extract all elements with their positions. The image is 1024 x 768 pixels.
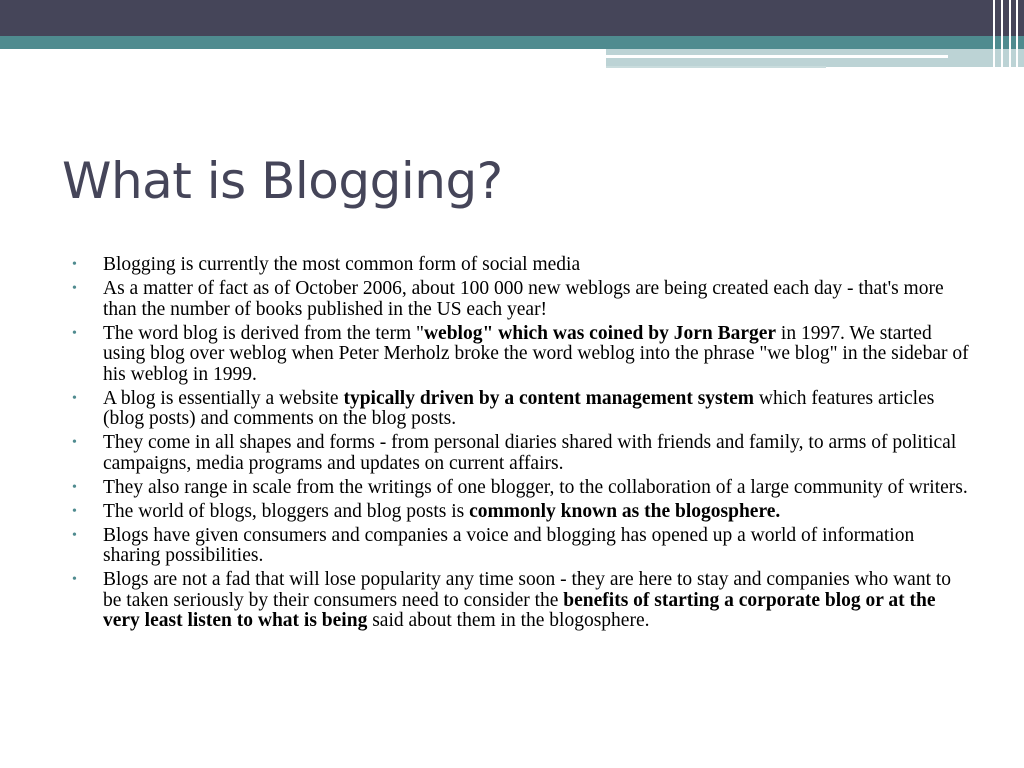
slide-title: What is Blogging?: [62, 152, 503, 210]
bullet-text-bold: benefits of starting a corporate blog or at the very least listen to what is being: [103, 589, 936, 631]
bullet-item: [70, 324, 970, 386]
bullet-icon: •: [72, 257, 77, 272]
bullet-text: They come in all shapes and forms - from personal diaries shared with friends and family, to arms of political campaigns, media programs and updates on current affairs.: [103, 432, 957, 474]
bullet-text: The world of blogs, bloggers and blog posts is: [103, 500, 470, 522]
bullet-icon: •: [72, 435, 77, 450]
bullet-icon: •: [72, 479, 77, 495]
bullet-icon: •: [72, 503, 77, 519]
bullet-text: Blogging is currently the most common form of social media: [103, 254, 581, 275]
bullet-item: [70, 570, 970, 632]
header-stripe: [1016, 0, 1018, 67]
bullet-item: [70, 433, 970, 474]
header-stripe: [1009, 0, 1011, 67]
bullet-item: [70, 526, 970, 567]
header-stripe: [993, 0, 995, 67]
bullet-text: which features articles (blog posts) and comments on the blog posts.: [103, 387, 935, 429]
bullet-icon: •: [72, 281, 77, 296]
bullet-icon: •: [72, 527, 77, 543]
bullet-item: [70, 279, 970, 320]
bullet-text-bold: commonly known as the blogosphere.: [469, 500, 781, 522]
bullet-item: [70, 502, 970, 523]
header-teal-bar: [0, 36, 1024, 49]
bullet-text-bold: weblog" which was coined by Jorn Barger: [423, 322, 777, 344]
header-stripe: [1001, 0, 1003, 67]
bullet-list: [70, 255, 970, 635]
bullet-text: in 1997. We started using blog over weblog when Peter Merholz broke the word weblog into the phrase "we blog" in the sidebar of his weblog in 1999.: [103, 322, 969, 385]
bullet-text-bold: typically driven by a content management system: [343, 387, 755, 409]
header-dark-bar: [0, 0, 1024, 36]
bullet-text: Blogs are not a fad that will lose popularity any time soon - they are here to stay and companies who want to be taken seriously by their consumers need to consider the: [103, 569, 952, 611]
bullet-text: Blogs have given consumers and companies a voice and blogging has opened up a world of information sharing possibilities.: [103, 524, 915, 566]
header-accent-line-lower: [606, 66, 826, 68]
bullet-text: said about them in the blogosphere.: [367, 610, 650, 631]
header-accent-line: [606, 55, 948, 58]
bullet-text: They also range in scale from the writings of one blogger, to the collaboration of a large community of writers.: [103, 476, 968, 498]
bullet-item: [70, 389, 970, 430]
bullet-item: [70, 255, 970, 276]
bullet-text: The word blog is derived from the term ": [103, 322, 424, 344]
bullet-icon: •: [72, 325, 77, 341]
header-light-band: [606, 49, 1024, 67]
bullet-text: A blog is essentially a website: [103, 387, 344, 409]
bullet-item: [70, 478, 970, 499]
bullet-icon: •: [72, 572, 77, 587]
bullet-icon: •: [72, 390, 77, 406]
bullet-text: As a matter of fact as of October 2006, about 100 000 new weblogs are being created each day - that's more than the number of books published in the US each year!: [103, 278, 944, 320]
